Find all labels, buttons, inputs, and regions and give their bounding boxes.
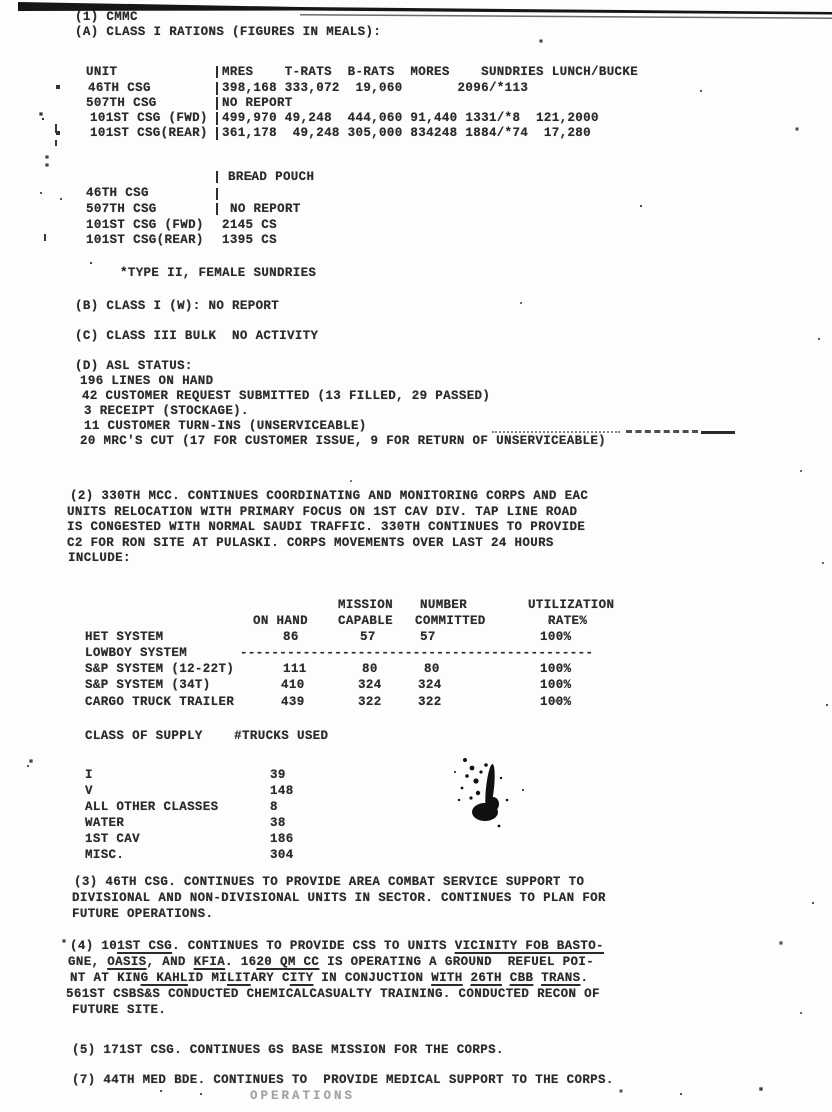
column-separator-mark [216, 171, 218, 183]
text-segment: ID MI [187, 971, 228, 985]
unit-cell: 101ST CSG (FWD) [86, 218, 204, 232]
value-cell: 186 [270, 832, 294, 846]
row-label: ALL OTHER CLASSES [85, 800, 219, 814]
text-line: 196 LINES ON HAND [80, 374, 214, 388]
underlined-segment: 20 QM CC [256, 955, 320, 969]
table-header-row [0, 614, 832, 630]
unit-cell: 507TH CSG [86, 96, 157, 110]
value-cell: 80 [362, 662, 378, 676]
text-segment [502, 971, 510, 985]
faded-text-fragment: OPERATIONS [250, 1089, 356, 1103]
row-label: V [85, 784, 93, 798]
value-cell: 100% [540, 662, 572, 676]
value-cell: 8 [270, 800, 278, 814]
para-5: (5) 171ST CSG. CONTINUES GS BASE MISSION FOR THE CORPS. [72, 1043, 504, 1057]
text-line: FUTURE SITE. [72, 1003, 167, 1017]
table-row [0, 784, 832, 800]
underlined-segment: TRANS [541, 971, 581, 985]
text-line: 11 CUSTOMER TURN-INS (UNSERVICEABLE) [84, 419, 367, 433]
text-segment: . 16 [225, 955, 257, 969]
value-cell: 100% [540, 695, 572, 709]
row-label: HET SYSTEM [85, 630, 164, 644]
underlined-segment: KFIA [193, 955, 226, 969]
column-separator-mark [216, 82, 218, 95]
data-cell: 398,168 333,072 19,060 2096/*113 [222, 81, 529, 95]
underlined-segment: WITH [431, 971, 463, 985]
underlined-segment: LIT [227, 971, 251, 985]
table-row [0, 662, 832, 678]
table-row [0, 126, 832, 142]
bread-pouch-header: BREAD POUCH [228, 170, 315, 184]
scan-smudge [701, 431, 735, 434]
text-segment: (4) 10 [70, 939, 118, 953]
value-cell: 410 [281, 678, 305, 692]
value-cell: 39 [270, 768, 286, 782]
table-row [0, 678, 832, 694]
class-b-line: (B) CLASS I (W): NO REPORT [75, 299, 280, 313]
value-cell: 324 [418, 678, 442, 692]
class-a-heading: (A) CLASS I RATIONS (FIGURES IN MEALS): [75, 25, 382, 39]
sundries-footnote: *TYPE II, FEMALE SUNDRIES [120, 266, 317, 280]
unit-cell: 46TH CSG [86, 186, 149, 200]
table-row [0, 218, 832, 234]
table-row [0, 848, 832, 864]
text-segment: NT AT KIN [70, 971, 141, 985]
table-row [0, 816, 832, 832]
col-header: RATE% [548, 614, 588, 628]
text-line: (2) 330TH MCC. CONTINUES COORDINATING AND MONITORING CORPS AND EAC [70, 489, 589, 503]
scan-smudge [492, 431, 620, 433]
value-cell: 148 [270, 784, 294, 798]
table-header-row [0, 598, 832, 614]
unit-cell: 507TH CSG [86, 202, 157, 216]
table-row [0, 233, 832, 249]
scan-smudge [626, 430, 698, 433]
table-row [0, 768, 832, 784]
underlined-segment: CBB [509, 971, 534, 985]
col-header: COMMITTED [415, 614, 486, 628]
text-segment: IN CONJUCTION [313, 971, 432, 985]
col-header: NUMBER [420, 598, 468, 612]
row-label: 1ST CAV [85, 832, 140, 846]
value-cell: 439 [281, 695, 305, 709]
underlined-segment: ITY [289, 971, 314, 985]
unit-cell: 101ST CSG(REAR) [86, 233, 204, 247]
underlined-segment: VICINITY FOB BASTO- [454, 939, 604, 953]
value-cell: 86 [283, 630, 299, 644]
value-cell: 322 [418, 695, 442, 709]
data-cell: 2145 CS [222, 218, 277, 232]
text-segment: ARY C [250, 971, 290, 985]
margin-mark [55, 124, 57, 133]
text-segment: . CONTINUES TO PROVIDE CSS TO UNITS [172, 939, 455, 953]
data-cell: 1395 CS [222, 233, 277, 247]
underlined-segment: 26TH [470, 971, 502, 985]
unit-cell: 101ST CSG (FWD) [90, 111, 208, 125]
text-line [70, 939, 604, 953]
value-cell: 38 [270, 816, 286, 830]
text-line: 3 RECEIPT (STOCKAGE). [84, 404, 249, 418]
row-label: S&P SYSTEM (34T) [85, 678, 211, 692]
underlined-segment: 1ST CSG [117, 939, 173, 953]
data-cell: 361,178 49,248 305,000 834248 1884/*74 17,280 [222, 126, 592, 140]
text-segment: . [580, 971, 589, 985]
row-label: CARGO TRUCK TRAILER [85, 695, 235, 709]
value-cell: 304 [270, 848, 294, 862]
data-cell: NO REPORT [230, 202, 301, 216]
table-row [0, 832, 832, 848]
col-header: CAPABLE [338, 614, 393, 628]
column-separator-mark [216, 188, 218, 200]
text-segment: , AND [146, 955, 194, 969]
text-line: 20 MRC'S CUT (17 FOR CUSTOMER ISSUE, 9 FOR RETURN OF UNSERVICEABLE) [80, 434, 607, 448]
table-row [0, 630, 832, 646]
column-separator-mark [216, 127, 218, 140]
table-row [0, 202, 832, 218]
text-segment: IS OPERATING A GROUND REFUEL POI- [319, 955, 595, 969]
value-cell: 100% [540, 678, 572, 692]
supply-table-header: CLASS OF SUPPLY #TRUCKS USED [85, 729, 329, 743]
table-row [0, 800, 832, 816]
rations-columns-header: MRES T-RATS B-RATS MORES SUNDRIES LUNCH/BUCKE [222, 65, 639, 79]
row-label: WATER [85, 816, 125, 830]
data-cell: 499,970 49,248 444,060 91,440 1331/*8 121,2000 [222, 111, 599, 125]
rations-unit-header: UNIT [86, 65, 118, 79]
text-line: UNITS RELOCATION WITH PRIMARY FOCUS ON 1ST CAV DIV. TAP LINE ROAD [67, 505, 578, 519]
col-header: ON HAND [253, 614, 308, 628]
value-cell: 57 [420, 630, 436, 644]
underlined-segment: G KAHL [140, 971, 188, 985]
value-cell: 111 [283, 662, 307, 676]
text-line: INCLUDE: [68, 551, 131, 565]
para-1-heading: (1) CMMC [75, 10, 138, 24]
text-line [70, 971, 588, 985]
text-segment: GNE, [68, 955, 108, 969]
column-separator-mark [216, 112, 218, 125]
text-line [68, 955, 594, 969]
text-line: C2 FOR RON SITE AT PULASKI. CORPS MOVEMENTS OVER LAST 24 HOURS [67, 536, 554, 550]
class-c-line: (C) CLASS III BULK NO ACTIVITY [75, 329, 319, 343]
column-separator-mark [216, 66, 218, 78]
column-separator-mark [216, 203, 218, 215]
ink-blotch-artifact [435, 748, 545, 838]
text-segment [533, 971, 541, 985]
table-row [0, 111, 832, 127]
row-label: LOWBOY SYSTEM [85, 646, 188, 660]
dashed-no-data: --------------------------------------------- [240, 646, 594, 660]
data-cell: NO REPORT [222, 96, 293, 110]
table-row [0, 186, 832, 202]
para-7: (7) 44TH MED BDE. CONTINUES TO PROVIDE MEDICAL SUPPORT TO THE CORPS. [72, 1073, 614, 1087]
col-header: MISSION [338, 598, 393, 612]
text-line: 561ST CSBS&S CONDUCTED CHEMICALCASUALTY TRAINING. CONDUCTED RECON OF [66, 987, 600, 1001]
table-row [0, 646, 832, 662]
unit-cell: 46TH CSG [88, 81, 151, 95]
row-label: S&P SYSTEM (12-22T) [85, 662, 235, 676]
row-label: I [85, 768, 93, 782]
margin-mark [55, 140, 57, 146]
text-line: (3) 46TH CSG. CONTINUES TO PROVIDE AREA COMBAT SERVICE SUPPORT TO [74, 875, 585, 889]
value-cell: 100% [540, 630, 572, 644]
text-line: IS CONGESTED WITH NORMAL SAUDI TRAFFIC. 330TH CONTINUES TO PROVIDE [67, 520, 586, 534]
row-label: MISC. [85, 848, 125, 862]
underlined-segment: OASIS [107, 955, 147, 969]
value-cell: 57 [360, 630, 376, 644]
text-line: FUTURE OPERATIONS. [72, 907, 214, 921]
text-line: DIVISIONAL AND NON-DIVISIONAL UNITS IN SECTOR. CONTINUES TO PLAN FOR [72, 891, 606, 905]
margin-mark [44, 234, 46, 241]
table-row [0, 695, 832, 711]
unit-cell: 101ST CSG(REAR) [90, 126, 208, 140]
column-separator-mark [216, 97, 218, 110]
class-d-heading: (D) ASL STATUS: [75, 359, 193, 373]
text-line: 42 CUSTOMER REQUEST SUBMITTED (13 FILLED, 29 PASSED) [82, 389, 491, 403]
value-cell: 324 [358, 678, 382, 692]
table-row [0, 96, 832, 112]
value-cell: 80 [424, 662, 440, 676]
table-row [0, 81, 832, 97]
value-cell: 322 [358, 695, 382, 709]
scan-specks [0, 0, 2, 2]
col-header: UTILIZATION [528, 598, 615, 612]
